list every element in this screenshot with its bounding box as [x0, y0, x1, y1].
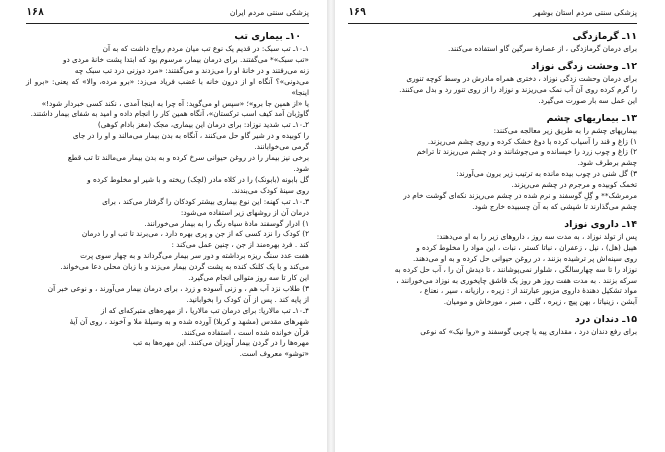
- text-line: این عمل سه بار صورت می‌گیرد.: [538, 95, 637, 105]
- text-line: می‌کند و با یک کلنک کنده به پشت گردن بیمار می‌زند و با زبان محلی دعا می‌خواند.: [60, 262, 309, 272]
- section-heading: ۱۵ـ دندان درد: [575, 314, 637, 326]
- text-line: مرمرشک** و گِلِ گوسفند و نرم شده در چشم می‌ریزند نکه‌ای گوشت خام در: [403, 191, 637, 201]
- right-page: [336, 0, 665, 452]
- text-line: می‌دونی»؟ آنگاه او از درون خانه با غضب فریاد می‌زد: «برو مرده، والا» که یعنی: «برو از اینجا»: [26, 76, 309, 97]
- text-line: «تب سبک»* می‌گفتند. برای درمان بیمار، مرسوم بود که ابتدا پشت خانهٔ مردی دو: [62, 54, 309, 64]
- text-line: چشم برطرف شود.: [577, 158, 637, 168]
- text-line: «توشو» معروف است.: [239, 349, 309, 359]
- left-page-header: [26, 6, 309, 24]
- text-line: ۲) زاغ و چوب زرد را خیسانده و می‌جوشانند و در چشم می‌ریزند تا تراخم: [416, 147, 637, 157]
- text-line: برخی نیز بیمار را در روغن حیوانی سرخ کرده و به بدن بیمار می‌مالند تا تب قطع: [67, 153, 309, 163]
- text-line: زنه می‌رفتند و در خانهٔ او را می‌زدند و می‌گفتند: «مرد دوزنی درد تب سبک چه: [74, 65, 309, 75]
- left-page: [0, 0, 325, 452]
- text-line: هیبل (هل) ، نیل ، زعفران ، نباتا کستر ، نبات ، این مواد را مخلوط کرده و: [416, 242, 637, 252]
- text-line: تخمک کوبیده و مرجرم در چشم می‌ریزند.: [511, 180, 637, 190]
- text-line: درمان آن از روشهای زیر استفاده می‌شود:: [180, 207, 309, 217]
- right-page-header: [348, 6, 637, 24]
- text-line: گاوژبان آمد کیف اسب ترکستان»، آنگاه همین کار را انجام داده و امید به شفای بیمار داشتند.: [30, 109, 309, 119]
- text-line: هفت عدد سنگ ریزه برداشته و دور سر بیمار می‌گرداند و به چهار سوی پرت: [80, 251, 309, 261]
- text-line: ۲ـ۱۰ـ تب شدید نوزاد: برای درمان این بیماری، مجک (مغز بادام کوهی): [97, 120, 309, 130]
- text-line: شهرهای مقدس (مشهد و کربلا) آورده شده و به وسیلهٔ ملا و آخوند ، روی آن آیهٔ: [69, 316, 309, 326]
- text-line: مواد تشکیل دهندهٔ داروی مزبور عبارتند از : زیره ، رازیانه ، سیر ، نعناع ،: [419, 286, 637, 296]
- text-line: ۱) زاغ و قند را آسیاب کرده با دوغ خشک کرده و روی چشم می‌ریزند.: [427, 136, 637, 146]
- section-heading: ۱۲ـ وحشت زدگی نوزاد: [531, 60, 637, 72]
- right-page-body: [348, 30, 637, 338]
- text-line: ۲) کودک را نزد کسی که از جن و پری بهره دارد ، می‌برند تا تب او را درمان: [81, 229, 309, 239]
- text-line: روی سینهٔ کودک می‌بندند.: [231, 185, 309, 195]
- text-line: ۱ـ۱۰ـ تب سبک: در قدیم یک نوع تب میان مردم رواج داشت که به آن: [102, 44, 309, 53]
- text-line: مهره‌ها را در گردن بیمار آویزان می‌کنند. این مهره‌ها به تب: [133, 338, 309, 348]
- book-gutter: [327, 0, 335, 452]
- left-page-body: [26, 30, 309, 360]
- text-line: چشم می‌گذارند تا شپشی که به آن چسبیده خارج شود.: [472, 201, 637, 211]
- text-line: قرآن خوانده شده است ، استفاده می‌کنند.: [181, 327, 309, 337]
- text-line: از پایه کند . پس از آن کودک را بخوابانید.: [186, 294, 309, 304]
- section-heading: ۱۴ـ داروی نوزاد: [564, 218, 637, 230]
- text-line: ۱) ادرار گوسفند مادهٔ سیاه رنگ را به بیمار می‌خورانند.: [144, 218, 309, 228]
- section-heading: ۱۱ـ گرمازدگی: [572, 31, 637, 42]
- left-page-text: [26, 44, 309, 360]
- text-line: برای درمان گرمازدگی ، از عصارهٔ سرگین گاو استفاده می‌کنند.: [448, 44, 637, 53]
- page-number: ۱۶۹: [348, 7, 367, 18]
- section-heading: ۱۰ـ بیماری تب: [234, 31, 301, 42]
- text-line: را کوبیده و در شیر گاو حل می‌کنند ، آنگاه به بدن بیمار می‌مالند و او را در جای: [72, 131, 309, 141]
- text-line: این کار تا سه روز متوالی انجام می‌گیرد.: [188, 273, 309, 283]
- text-line: بیماریهای چشم را به طریق زیر معالجه می‌کنند:: [493, 125, 637, 135]
- text-line: برای درمان وحشت زدگی نوزاد ، دختری همراه مادرش در وسط کوچه تنوری: [406, 73, 637, 83]
- text-line: یا «از همین جا برو»؛ «سپس او می‌گوید: آه چرا به اینجا آمدی ، نکند کسی خبردار شود!»: [41, 98, 309, 108]
- text-line: پس از تولد نوزاد ، به مدت سه روز ، داروهای زیر را به او می‌دهند:: [436, 231, 637, 241]
- text-line: نوزاد را تا سه چهارسالگی ، شلوار نمی‌پوشانند ، تا دیدش آن را ، آب حل کرده به: [394, 264, 637, 274]
- text-line: ۳) گل شنی در چوب بیده مانده به ترتیب زیر برون می‌آورند:: [456, 169, 637, 179]
- text-line: سرکه بزنند . به مدت هفت روز هر روز یک قاشق چایخوری به نوزاد می‌خورانند ،: [396, 275, 637, 285]
- text-line: کند . فرد بهره‌مند از جن ، چنین عمل می‌کند :: [171, 240, 309, 250]
- running-title: پزشکی سنتی مردم ایران: [229, 8, 309, 17]
- text-line: را گرم کرده روی آن آب نمک می‌ریزند و نوزاد را از روی تنور رد و بدل می‌کنند.: [399, 84, 637, 94]
- text-line: ۳) طلاب نزد آب هم ، و زنی آسوده و زرد ، برای درمان بیمار می‌آورند ، و نوعی خبر آن: [47, 283, 309, 293]
- text-line: ۳ـ۱۰ـ تب کهنه: این نوع بیماری بیشتر کودکان را گرفتار می‌کند ، برای: [102, 196, 309, 206]
- page-number: ۱۶۸: [26, 7, 45, 18]
- text-line: گل بابونه (بابونک) را در کلاه مادر (لچک) ریخته و با شیر او مخلوط کرده و: [87, 174, 309, 184]
- text-line: گرمی می‌خوابانند.: [254, 142, 309, 152]
- section-heading: ۱۳ـ بیماریهای چشم: [546, 112, 637, 124]
- text-line: آبشن ، زینیاتا ، بهن پیچ ، زیره ، گلی ، صبر ، مورخاش و مومیان.: [443, 297, 637, 307]
- text-line: شود.: [293, 163, 309, 173]
- running-title: پزشکی سنتی مردم استان بوشهر: [533, 8, 637, 17]
- text-line: برای رفع دندان درد ، مقداری پیه یا چربی گوسفند و «روا نیک» که نوعی: [420, 327, 637, 337]
- text-line: روی سینه‌اش پر ترشیده بزنند ، در روغن حیوانی حل کرده و به او می‌دهند.: [412, 253, 637, 263]
- text-line: ۴ـ۱۰ـ تب مالاریا: برای درمان تب مالاریا ، از مهره‌های متبرکه‌ای که از: [100, 305, 309, 315]
